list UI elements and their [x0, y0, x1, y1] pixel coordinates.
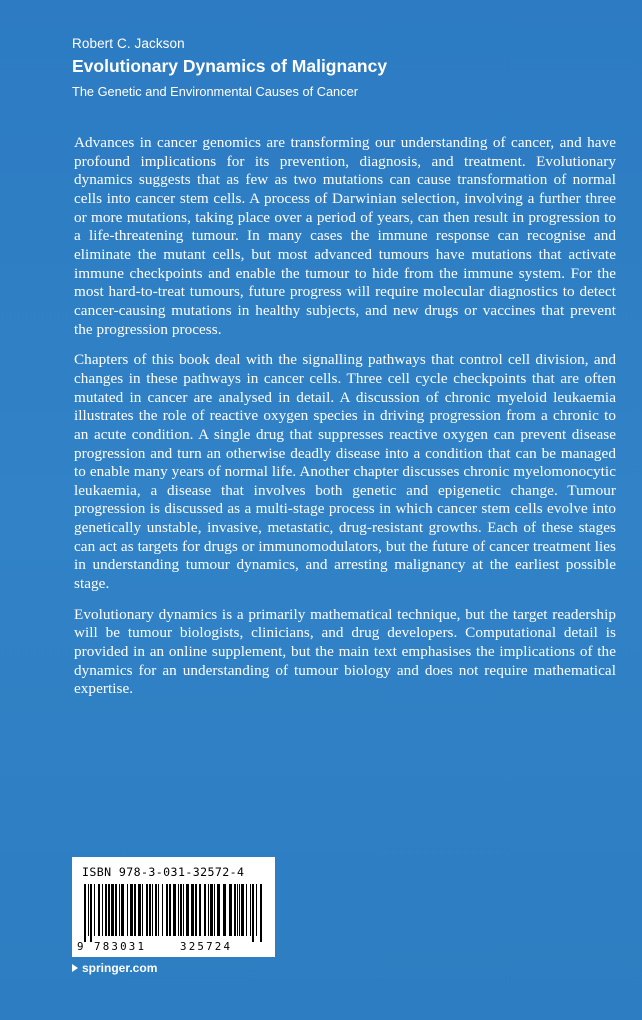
barcode-bar: [246, 884, 247, 936]
barcode-bar: [183, 884, 184, 936]
barcode-bar: [119, 884, 120, 936]
barcode-bar: [178, 884, 179, 936]
barcode-bar: [199, 884, 201, 936]
barcode-bar: [186, 884, 189, 936]
barcode-bar: [158, 884, 159, 936]
barcode-bar: [256, 884, 257, 936]
isbn-number: ISBN 978-3-031-32572-4: [82, 865, 245, 879]
barcode-bar: [111, 884, 114, 936]
barcode-bar: [127, 884, 128, 936]
arrow-icon: [72, 964, 78, 972]
barcode-bar: [195, 884, 197, 936]
barcode-bar: [108, 884, 110, 936]
barcode-bar: [142, 884, 143, 936]
barcode-bar: [217, 884, 220, 936]
author-name: Robert C. Jackson: [72, 36, 185, 51]
book-title: Evolutionary Dynamics of Malignancy: [72, 56, 388, 76]
barcode-bar: [94, 884, 95, 936]
isbn-barcode: [72, 857, 275, 957]
barcode-bar: [223, 884, 226, 936]
barcode-bar: [234, 884, 236, 936]
barcode-bar: [105, 884, 107, 936]
barcode-bar: [138, 884, 141, 936]
publisher-link[interactable]: springer.com: [82, 961, 158, 975]
barcode-bar: [169, 884, 171, 936]
barcode-bar: [90, 884, 92, 942]
barcode-bar: [237, 884, 238, 936]
barcode-bar: [134, 884, 136, 936]
barcode-digits-left: 783031: [94, 940, 147, 953]
book-subtitle: The Genetic and Environmental Causes of Cancer: [72, 84, 358, 99]
barcode-bar: [166, 884, 168, 936]
barcode-bar: [241, 884, 244, 936]
barcode-bar: [250, 884, 251, 936]
barcode-bar: [204, 884, 206, 936]
blurb: [74, 134, 616, 711]
barcode-digits-right: 325724: [180, 940, 233, 953]
barcode-bar: [102, 884, 103, 936]
barcode-bar: [152, 884, 153, 936]
barcode-bar: [146, 884, 148, 936]
blurb-paragraph-1: Advances in cancer genomics are transforming our understanding of cancer, and have profound implications for its prevention, diagnosis, and treatment. Evolutionary dynamics suggests that as few as two mutations can cause transformation of normal cells into cancer stem cells. A process of Darwinian selection, involving a further three or more mutations, taking place over a period of years, can then result in progression to a life-threatening tumour. In many cases the immune response can recognise and eliminate the mutant cells, but most advanced tumours have mutations that activate immune checkpoints and enable the tumour to hide from the immune system. For the most hard-to-treat tumours, future progress will require molecular diagnostics to detect cancer-causing mutations in healthy subjects, and new drugs or vaccines that prevent the progression process.: [74, 134, 616, 338]
barcode-bar: [115, 884, 117, 936]
barcode-bar: [121, 884, 124, 936]
barcode-bar: [130, 884, 133, 936]
barcode-bar: [191, 884, 194, 936]
barcode-bar: [173, 884, 176, 936]
barcode-bar: [229, 884, 232, 936]
barcode-bar: [239, 884, 240, 936]
barcode-bar: [88, 884, 89, 936]
barcode-bar: [260, 884, 262, 942]
barcode-bar: [162, 884, 163, 936]
barcode-bar: [208, 884, 209, 936]
barcode-bar: [214, 884, 215, 936]
publisher-footer[interactable]: [72, 961, 157, 975]
barcode-bar: [149, 884, 151, 936]
blurb-paragraph-3: Evolutionary dynamics is a primarily mathematical technique, but the target readership will be tumour biologists, clinicians, and drug developers. Computational detail is provided in an online supplement, but the main text emphasises the implications of the dynamics for an understanding of tumour biology and does not require mathematical expertise.: [74, 605, 616, 698]
barcode-digit-lead: 9: [77, 940, 84, 953]
barcode-bar: [98, 884, 100, 936]
barcode-bar: [84, 884, 86, 942]
header: [72, 36, 592, 99]
barcode-bar: [252, 884, 254, 942]
barcode-bar: [155, 884, 157, 936]
blurb-paragraph-2: Chapters of this book deal with the signalling pathways that control cell division, and changes in these pathways in cancer cells. Three cell cycle checkpoints that are often mutated in cancer are analysed in detail. A discussion of chronic myeloid leukaemia illustrates the role of reactive oxygen species in driving progression from a chronic to an acute condition. A single drug that suppresses reactive oxygen can prevent disease progression and turn an otherwise deadly disease into a condition that can be managed to enable many years of normal life. Another chapter discusses chronic myelomonocytic leukaemia, a disease that involves both genetic and epigenetic change. Tumour progression is discussed as a multi-stage process in which cancer stem cells evolve into genetically unstable, invasive, metastatic, drug-resistant growths. Each of these stages can act as targets for drugs or immunomodulators, but the future of cancer treatment lies in understanding tumour dynamics, and arresting malignancy at the earliest possible stage.: [74, 351, 616, 593]
barcode-bar: [210, 884, 213, 936]
barcode-bar: [180, 884, 182, 936]
barcode-bars: [84, 884, 264, 942]
